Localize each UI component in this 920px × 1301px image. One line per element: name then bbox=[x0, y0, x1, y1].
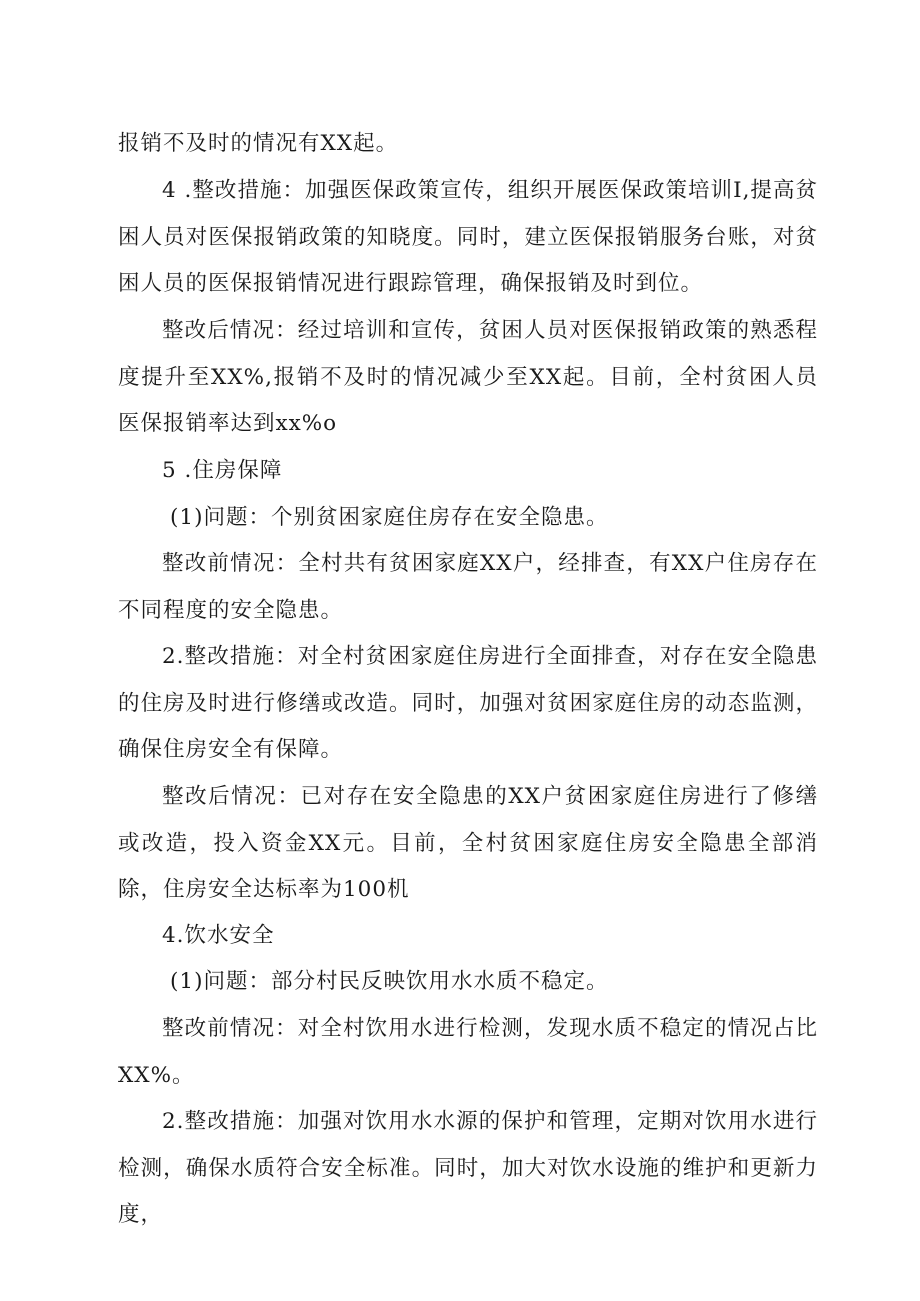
paragraph-medical-after: 整改后情况：经过培训和宣传，贫困人员对医保报销政策的熟悉程度提升至XX%,报销不及时的情况减少至XX起。目前，全村贫困人员医保报销率达到xx%o bbox=[118, 318, 818, 436]
paragraph-water-measures: 2.整改措施：加强对饮用水水源的保护和管理，定期对饮用水进行检测，确保水质符合安全标准。同时，加大对饮水设施的维护和更新力度， bbox=[118, 1109, 818, 1227]
paragraph-housing-problem: (1)问题：个别贫困家庭住房存在安全隐患。 bbox=[170, 505, 609, 530]
heading-housing: 5 .住房保障 bbox=[162, 458, 283, 483]
paragraph-housing-after: 整改后情况：已对存在安全隐患的XX户贫困家庭住房进行了修缮或改造，投入资金XX元。目前，全村贫困家庭住房安全隐患全部消除，住房安全达标率为100机 bbox=[118, 784, 818, 902]
paragraph-water-before: 整改前情况：对全村饮用水进行检测，发现水质不稳定的情况占比XX%。 bbox=[118, 1016, 818, 1088]
paragraph-housing-before: 整改前情况：全村共有贫困家庭XX户，经排查，有XX户住房存在不同程度的安全隐患。 bbox=[118, 551, 818, 623]
paragraph-housing-measures: 2.整改措施：对全村贫困家庭住房进行全面排查，对存在安全隐患的住房及时进行修缮或改造。同时，加强对贫困家庭住房的动态监测，确保住房安全有保障。 bbox=[118, 644, 818, 762]
heading-water: 4.饮水安全 bbox=[162, 923, 275, 948]
paragraph-medical-measures: 4 .整改措施：加强医保政策宣传，组织开展医保政策培训I,提高贫困人员对医保报销政策的知晓度。同时，建立医保报销服务台账，对贫困人员的医保报销情况进行跟踪管理，确保报销及时到位。 bbox=[118, 178, 818, 296]
paragraph-water-problem: (1)问题：部分村民反映饮用水水质不稳定。 bbox=[170, 969, 609, 994]
paragraph-continuation: 报销不及时的情况有XX起。 bbox=[118, 131, 399, 156]
